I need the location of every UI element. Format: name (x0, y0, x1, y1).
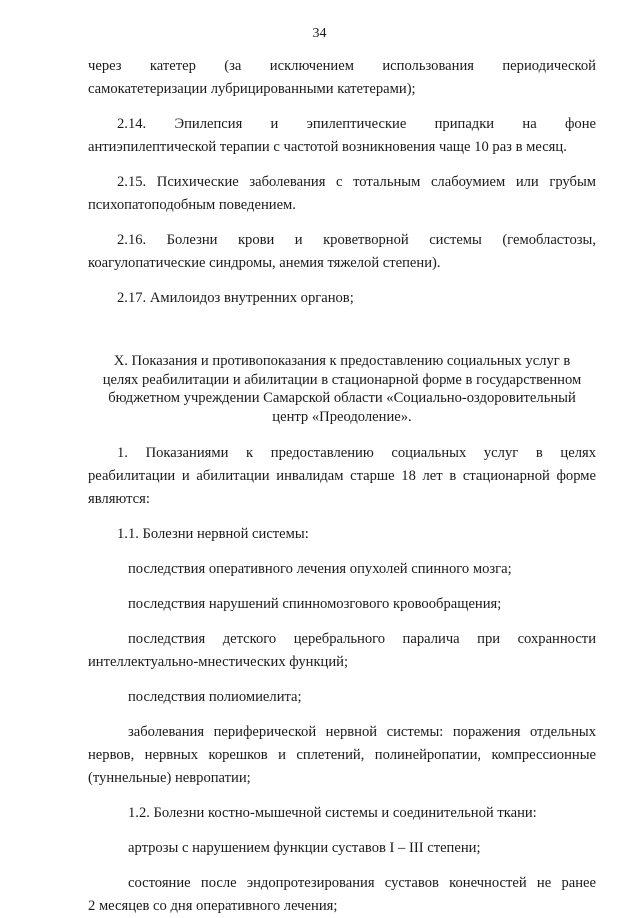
text-line: последствия нарушений спинномозгового кровообращения; (128, 596, 502, 612)
heading-line: X. Показания и противопоказания к предоставлению социальных услуг в (113, 353, 571, 369)
text-line: заболевания периферической нервной системы: поражения отдельных (128, 724, 596, 740)
text-line: 2.16. Болезни крови и кроветворной системы (гемобластозы, (117, 232, 596, 248)
text-line: интеллектуально-мнестических функций; (88, 654, 349, 670)
text-line: (туннельные) невропатии; (88, 770, 251, 786)
document-body (88, 55, 596, 918)
text-line: артрозы с нарушением функции суставов I – III степени; (128, 840, 481, 856)
text-line: последствия оперативного лечения опухолей спинного мозга; (128, 561, 512, 577)
text-line: нервов, нервных корешков и сплетений, полинейропатии, компрессионные (88, 747, 596, 763)
section-heading (88, 352, 596, 426)
heading-line: целях реабилитации и абилитации в стационарной форме в государственном (102, 371, 582, 388)
text-line: последствия детского церебрального паралича при сохранности (128, 631, 596, 647)
text-line: коагулопатические синдромы, анемия тяжелой степени). (88, 255, 441, 271)
text-line: состояние после эндопротезирования суставов конечностей не ранее (128, 875, 596, 891)
text-line: реабилитации и абилитации инвалидам старше 18 лет в стационарной форме (88, 468, 596, 484)
text-line: 1. Показаниями к предоставлению социальных услуг в целях (117, 445, 596, 461)
text-line: 2.17. Амилоидоз внутренних органов; (117, 290, 354, 306)
text-line: 2.14. Эпилепсия и эпилептические припадки на фоне (117, 116, 596, 132)
text-line: 1.1. Болезни нервной системы: (117, 526, 309, 542)
heading-line: центр «Преодоление». (272, 408, 412, 425)
text-line: самокатетеризации лубрицированными катетерами); (88, 81, 416, 97)
text-line: являются: (88, 491, 150, 507)
text-line: психопатоподобным поведением. (88, 197, 296, 213)
heading-line: бюджетном учреждении Самарской области «Социально-оздоровительный (108, 390, 576, 406)
page-number: 34 (312, 26, 327, 41)
text-line: 2 месяцев со дня оперативного лечения; (88, 898, 338, 914)
text-line: антиэпилептической терапии с частотой возникновения чаще 10 раз в месяц. (88, 139, 567, 155)
text-line: 2.15. Психические заболевания с тотальным слабоумием или грубым (117, 174, 596, 190)
text-line: 1.2. Болезни костно-мышечной системы и соединительной ткани: (128, 805, 537, 821)
text-line: через катетер (за исключением использования периодической (88, 58, 596, 74)
text-line: последствия полиомиелита; (128, 689, 302, 705)
